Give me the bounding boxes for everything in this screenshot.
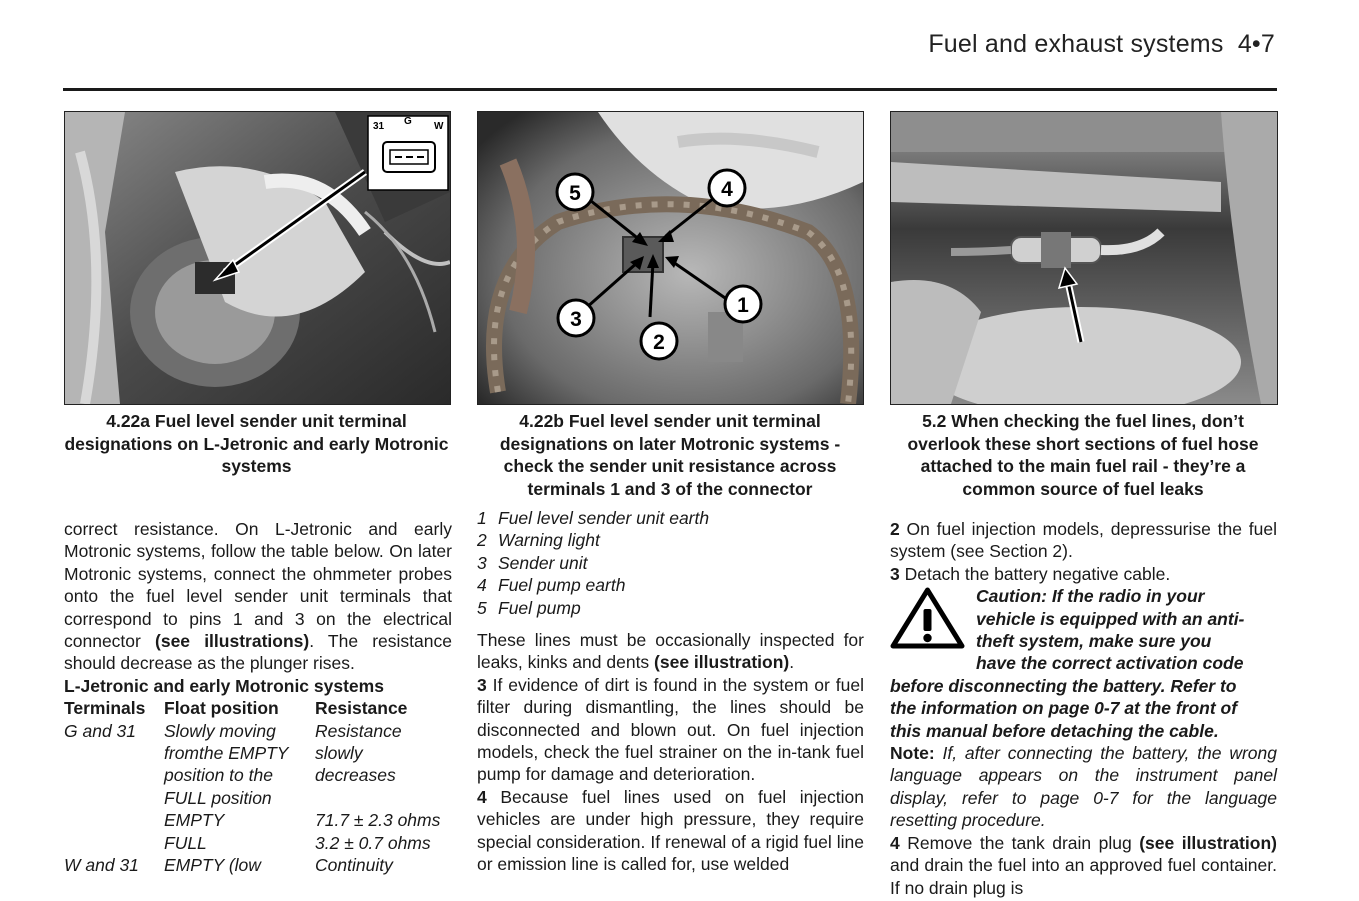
table-cell: Slowly moving xyxy=(164,720,276,741)
table-cell: EMPTY xyxy=(164,810,225,831)
table-cell xyxy=(64,809,164,831)
callout-1: 1 xyxy=(737,294,749,317)
callout-2: 2 xyxy=(653,331,665,354)
column-2 xyxy=(477,507,864,876)
table-cell: slowly xyxy=(315,743,363,764)
table-cell: Continuity xyxy=(315,855,393,876)
callout-3: 3 xyxy=(570,308,582,331)
figure-4-22a-caption: 4.22a Fuel level sender unit terminal designations on L-Jetronic and early Motronic systems xyxy=(64,411,449,476)
note-paragraph: Note: If, after connecting the battery, the wrong language appears on the instrument panel display, refer to page 0-7 for the language resetting procedure. xyxy=(890,743,1277,831)
key-item: 1 Fuel level sender unit earth xyxy=(477,508,710,528)
figure-5-2-photo xyxy=(890,111,1278,405)
header-title: Fuel and exhaust systems xyxy=(928,30,1224,58)
table-cell xyxy=(64,742,164,764)
table-header: Resistance xyxy=(315,698,408,719)
table-cell: Resistance xyxy=(315,720,402,741)
warning-triangle-icon xyxy=(890,587,965,649)
key-item: 4 Fuel pump earth xyxy=(477,575,626,596)
figure-4-22b-photo xyxy=(477,111,864,405)
table-cell: EMPTY (low xyxy=(164,855,261,876)
note-label: Note: xyxy=(890,743,935,764)
illustration-ref: (see illustration) xyxy=(1139,832,1277,853)
step-3-paragraph: 3 Detach the battery negative cable. xyxy=(890,563,1171,584)
table-cell xyxy=(315,787,452,809)
table-cell: 3.2 ± 0.7 ohms xyxy=(315,832,431,853)
column-1 xyxy=(64,518,452,877)
figure-key-list xyxy=(477,507,864,619)
resistance-table xyxy=(64,697,452,876)
table-cell: FULL position xyxy=(164,787,272,808)
key-item: 3 Sender unit xyxy=(477,552,588,573)
lines-inspection-paragraph: These lines must be occasionally inspected for leaks, kinks and dents (see illustration). xyxy=(477,630,864,673)
table-cell: fromthe EMPTY xyxy=(164,743,289,764)
table-cell: G and 31 xyxy=(64,720,136,741)
key-item: 5 Fuel pump xyxy=(477,597,581,618)
page-header xyxy=(928,30,1275,59)
table-cell xyxy=(64,764,164,786)
table-title: L-Jetronic and early Motronic systems xyxy=(64,675,384,696)
connector-label-w: W xyxy=(434,121,444,132)
key-item: 2 Warning light xyxy=(477,530,600,551)
step-4-paragraph: 4 Because fuel lines used on fuel injection vehicles are under high pressure, they require special consideration. If renewal of a rigid fuel line or emission line is called for, use welded xyxy=(477,786,864,875)
callout-5: 5 xyxy=(569,182,581,205)
page-number: 4•7 xyxy=(1237,30,1275,58)
figure-4-22a-photo xyxy=(64,111,451,405)
resistance-paragraph: correct resistance. On L-Jetronic and early Motronic systems, follow the table below. On later Motronic systems, connect the ohmmeter probes onto the fuel level sender unit terminals that correspond to pins 1 and 3 on the electrical connector (see illustrations). The resistance should decrease as the plunger rises. xyxy=(64,519,452,674)
illustration-ref: (see illustrations) xyxy=(155,631,310,652)
table-cell: FULL xyxy=(164,832,207,853)
table-header: Terminals xyxy=(64,698,146,719)
figure-5-2-caption: 5.2 When checking the fuel lines, don’t overlook these short sections of fuel hose attached to the main fuel rail - they’re a common source of fuel leaks xyxy=(907,411,1259,499)
header-rule xyxy=(63,88,1277,91)
step-3-paragraph: 3 If evidence of dirt is found in the system or fuel filter during dismantling, the lines should be disconnected and blown out. On fuel injection models, check the fuel strainer on the in-tank fuel pump for damage and deterioration. xyxy=(477,674,864,785)
table-header: Float position xyxy=(164,698,279,719)
table-cell xyxy=(64,787,164,809)
table-cell: W and 31 xyxy=(64,855,139,876)
step-4-paragraph: 4 Remove the tank drain plug (see illustration) and drain the fuel into an approved fuel container. If no drain plug is xyxy=(890,832,1277,898)
caution-text: Caution: If the radio in your vehicle is equipped with an anti- theft system, make sure you have the correct activation code before disconnecting the battery. Refer to the information on page 0-7 at the front of this manual before detaching the cable. xyxy=(890,586,1245,741)
table-cell: position to the xyxy=(164,765,273,786)
figure-4-22b-caption: 4.22b Fuel level sender unit terminal designations on later Motronic systems - check the sender unit resistance across terminals 1 and 3 of the connector xyxy=(499,411,841,499)
callout-4: 4 xyxy=(721,178,733,201)
connector-label-31: 31 xyxy=(373,121,385,132)
column-3 xyxy=(890,518,1277,899)
table-cell: decreases xyxy=(315,765,396,786)
illustration-ref: (see illustration) xyxy=(654,652,790,673)
step-2-paragraph: 2 On fuel injection models, depressurise the fuel system (see Section 2). xyxy=(890,519,1277,562)
caution-block xyxy=(890,585,1277,742)
connector-label-g: G xyxy=(404,116,412,127)
table-cell: 71.7 ± 2.3 ohms xyxy=(315,810,441,831)
table-cell xyxy=(64,832,164,854)
